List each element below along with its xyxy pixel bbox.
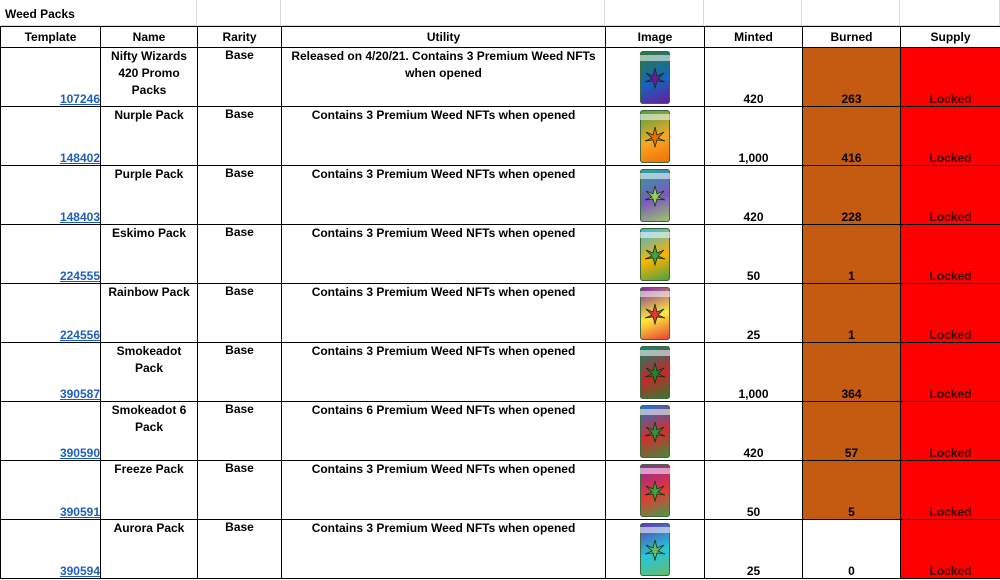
- burned-cell[interactable]: 416: [803, 107, 901, 166]
- pack-image-icon: [640, 464, 670, 517]
- pack-label-band: [640, 409, 670, 415]
- supply-cell[interactable]: Locked: [901, 107, 1000, 166]
- leaf-icon: [644, 421, 666, 443]
- name-cell[interactable]: Rainbow Pack: [101, 284, 198, 343]
- table-row: [1, 48, 1000, 107]
- table-row: [1, 461, 1000, 520]
- pack-label-band: [640, 350, 670, 356]
- template-link[interactable]: 390587: [59, 387, 100, 401]
- rarity-cell[interactable]: Base: [198, 461, 282, 520]
- pack-image-icon: [640, 228, 670, 281]
- template-cell[interactable]: [1, 48, 101, 107]
- utility-cell[interactable]: Contains 3 Premium Weed NFTs when opened: [282, 343, 606, 402]
- burned-cell[interactable]: 5: [803, 461, 901, 520]
- image-cell[interactable]: [606, 461, 705, 520]
- pack-label-band: [640, 527, 670, 533]
- supply-cell[interactable]: Locked: [901, 461, 1000, 520]
- supply-cell[interactable]: Locked: [901, 225, 1000, 284]
- minted-cell[interactable]: 420: [705, 48, 803, 107]
- template-cell[interactable]: [1, 402, 101, 461]
- pack-image-icon: [640, 287, 670, 340]
- name-cell[interactable]: Purple Pack: [101, 166, 198, 225]
- name-cell[interactable]: Smokeadot Pack: [101, 343, 198, 402]
- pack-label-band: [640, 55, 670, 61]
- template-cell[interactable]: [1, 461, 101, 520]
- template-cell[interactable]: [1, 520, 101, 579]
- utility-cell[interactable]: Contains 3 Premium Weed NFTs when opened: [282, 284, 606, 343]
- leaf-icon: [644, 480, 666, 502]
- pack-image-icon: [640, 523, 670, 576]
- table-row: [1, 225, 1000, 284]
- pack-label-band: [640, 114, 670, 120]
- template-cell[interactable]: [1, 166, 101, 225]
- name-cell[interactable]: Nifty Wizards 420 Promo Packs: [101, 48, 198, 107]
- burned-cell[interactable]: 1: [803, 225, 901, 284]
- table-row: [1, 343, 1000, 402]
- leaf-icon: [644, 67, 666, 89]
- burned-cell[interactable]: 364: [803, 343, 901, 402]
- image-cell[interactable]: [606, 402, 705, 461]
- minted-cell[interactable]: 50: [705, 461, 803, 520]
- pack-label-band: [640, 173, 670, 179]
- template-link[interactable]: 224556: [59, 328, 100, 342]
- minted-cell[interactable]: 420: [705, 402, 803, 461]
- leaf-icon: [644, 185, 666, 207]
- utility-cell[interactable]: Contains 3 Premium Weed NFTs when opened: [282, 166, 606, 225]
- leaf-icon: [644, 539, 666, 561]
- supply-cell[interactable]: Locked: [901, 48, 1000, 107]
- header-supply[interactable]: Supply: [901, 27, 1000, 48]
- pack-image-icon: [640, 110, 670, 163]
- minted-cell[interactable]: 50: [705, 225, 803, 284]
- sheet-title: Weed Packs: [5, 7, 75, 21]
- utility-cell[interactable]: Released on 4/20/21. Contains 3 Premium Weed NFTs when opened: [282, 48, 606, 107]
- image-cell[interactable]: [606, 284, 705, 343]
- burned-cell[interactable]: 0: [803, 520, 901, 579]
- leaf-icon: [644, 362, 666, 384]
- empty-cell[interactable]: [197, 0, 281, 26]
- pack-label-band: [640, 468, 670, 474]
- image-cell[interactable]: [606, 166, 705, 225]
- header-template[interactable]: Template: [1, 27, 101, 48]
- image-cell[interactable]: [606, 520, 705, 579]
- name-cell[interactable]: Nurple Pack: [101, 107, 198, 166]
- weed-packs-table: [0, 26, 1000, 579]
- utility-cell[interactable]: Contains 3 Premium Weed NFTs when opened: [282, 461, 606, 520]
- utility-cell[interactable]: Contains 3 Premium Weed NFTs when opened: [282, 225, 606, 284]
- utility-cell[interactable]: Contains 3 Premium Weed NFTs when opened: [282, 520, 606, 579]
- header-image[interactable]: Image: [606, 27, 705, 48]
- burned-cell[interactable]: 1: [803, 284, 901, 343]
- burned-cell[interactable]: 228: [803, 166, 901, 225]
- rarity-cell[interactable]: Base: [198, 166, 282, 225]
- template-link[interactable]: 390591: [59, 505, 100, 519]
- empty-cell[interactable]: [802, 0, 900, 26]
- template-cell[interactable]: [1, 343, 101, 402]
- burned-cell[interactable]: 263: [803, 48, 901, 107]
- name-cell[interactable]: Aurora Pack: [101, 520, 198, 579]
- leaf-icon: [644, 126, 666, 148]
- minted-cell[interactable]: 1,000: [705, 343, 803, 402]
- supply-cell[interactable]: Locked: [901, 284, 1000, 343]
- header-rarity[interactable]: Rarity: [198, 27, 282, 48]
- table-row: [1, 284, 1000, 343]
- table-row: [1, 520, 1000, 579]
- name-cell[interactable]: Freeze Pack: [101, 461, 198, 520]
- rarity-cell[interactable]: Base: [198, 225, 282, 284]
- image-cell[interactable]: [606, 48, 705, 107]
- pack-image-icon: [640, 169, 670, 222]
- template-link[interactable]: 390590: [59, 446, 100, 460]
- template-link[interactable]: 107246: [59, 92, 100, 106]
- header-row: [1, 27, 1000, 48]
- rarity-cell[interactable]: Base: [198, 343, 282, 402]
- empty-cell[interactable]: [900, 0, 1000, 26]
- pack-image-icon: [640, 51, 670, 104]
- pack-image-icon: [640, 346, 670, 399]
- header-name[interactable]: Name: [101, 27, 198, 48]
- empty-cell[interactable]: [605, 0, 704, 26]
- template-link[interactable]: 224555: [59, 269, 100, 283]
- name-cell[interactable]: Eskimo Pack: [101, 225, 198, 284]
- template-link[interactable]: 148403: [59, 210, 100, 224]
- minted-cell[interactable]: 25: [705, 284, 803, 343]
- minted-cell[interactable]: 420: [705, 166, 803, 225]
- burned-cell[interactable]: 57: [803, 402, 901, 461]
- minted-cell[interactable]: 25: [705, 520, 803, 579]
- empty-cell[interactable]: [281, 0, 605, 26]
- table-row: [1, 402, 1000, 461]
- title-cell[interactable]: [0, 0, 197, 26]
- header-utility[interactable]: Utility: [282, 27, 606, 48]
- supply-cell[interactable]: Locked: [901, 402, 1000, 461]
- title-row: [0, 0, 1000, 26]
- supply-cell[interactable]: Locked: [901, 166, 1000, 225]
- utility-cell[interactable]: Contains 3 Premium Weed NFTs when opened: [282, 107, 606, 166]
- utility-cell[interactable]: Contains 6 Premium Weed NFTs when opened: [282, 402, 606, 461]
- image-cell[interactable]: [606, 343, 705, 402]
- rarity-cell[interactable]: Base: [198, 402, 282, 461]
- leaf-icon: [644, 303, 666, 325]
- leaf-icon: [644, 244, 666, 266]
- empty-cell[interactable]: [704, 0, 802, 26]
- template-link[interactable]: 148402: [59, 151, 100, 165]
- minted-cell[interactable]: 1,000: [705, 107, 803, 166]
- rarity-cell[interactable]: Base: [198, 107, 282, 166]
- table-row: [1, 107, 1000, 166]
- pack-image-icon: [640, 405, 670, 458]
- template-cell[interactable]: [1, 225, 101, 284]
- pack-label-band: [640, 291, 670, 297]
- table-row: [1, 166, 1000, 225]
- supply-cell[interactable]: Locked: [901, 343, 1000, 402]
- pack-label-band: [640, 232, 670, 238]
- image-cell[interactable]: [606, 225, 705, 284]
- header-minted[interactable]: Minted: [705, 27, 803, 48]
- rarity-cell[interactable]: Base: [198, 520, 282, 579]
- template-cell[interactable]: [1, 284, 101, 343]
- rarity-cell[interactable]: Base: [198, 48, 282, 107]
- template-link[interactable]: 390594: [59, 564, 100, 578]
- supply-cell[interactable]: Locked: [901, 520, 1000, 579]
- name-cell[interactable]: Smokeadot 6 Pack: [101, 402, 198, 461]
- image-cell[interactable]: [606, 107, 705, 166]
- rarity-cell[interactable]: Base: [198, 284, 282, 343]
- template-cell[interactable]: [1, 107, 101, 166]
- header-burned[interactable]: Burned: [803, 27, 901, 48]
